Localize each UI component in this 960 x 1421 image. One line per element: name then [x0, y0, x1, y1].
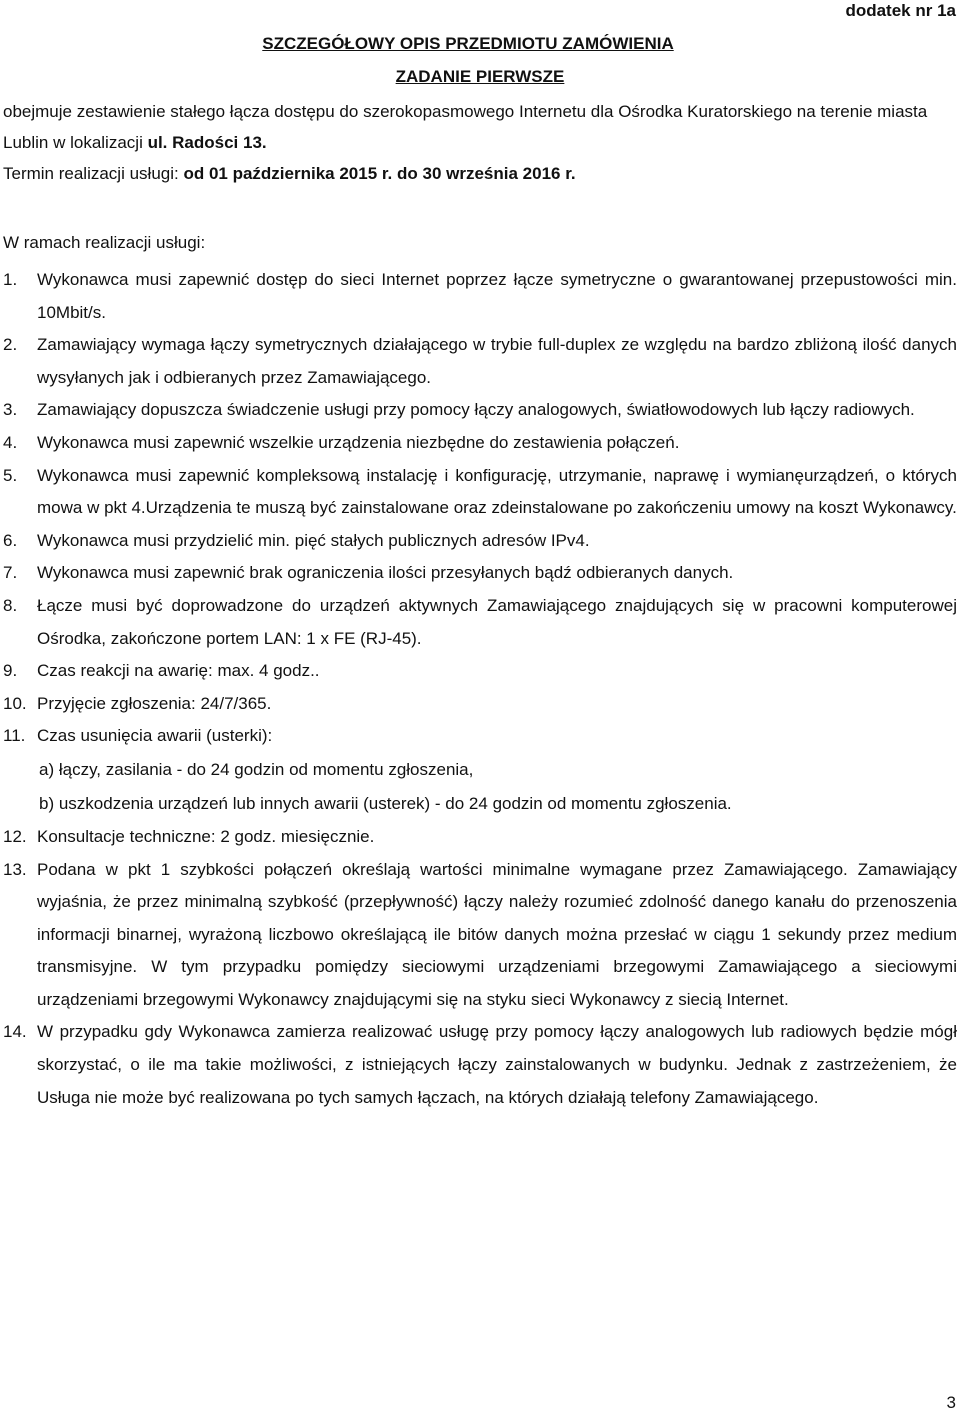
sub-list: [37, 753, 957, 821]
term-period: od 01 października 2015 r. do 30 września 2016 r.: [183, 164, 576, 183]
item-number: 4.: [3, 432, 18, 452]
item-number: 10.: [3, 693, 27, 713]
item-text: Czas usunięcia awarii (usterki):: [37, 726, 273, 746]
requirements-list: [0, 264, 957, 1114]
page-number: 3: [946, 1393, 956, 1412]
list-item: [0, 821, 957, 854]
intro-text: obejmuje zestawienie stałego łącza dostępu do szerokopasmowego Internetu dla Ośrodka Kuratorskiego na terenie miasta Lublin w lokalizacji: [3, 102, 928, 152]
list-item: [0, 720, 957, 821]
document-title: SZCZEGÓŁOWY OPIS PRZEDMIOTU ZAMÓWIENIA: [262, 34, 674, 53]
item-text: Zamawiający wymaga łączy symetrycznych działającego w trybie full-duplex ze względu na bardzo zbliżoną ilość danych wysyłanych jak i odbieranych przez Zamawiającego.: [37, 335, 957, 387]
item-number: 1.: [3, 270, 18, 289]
document-subtitle: ZADANIE PIERWSZE: [395, 67, 565, 86]
list-item: [0, 460, 957, 525]
item-number: 13.: [3, 859, 27, 879]
item-text: Wykonawca musi zapewnić brak ograniczenia ilości przesyłanych bądź odbieranych danych.: [37, 563, 734, 583]
item-number: 5.: [3, 465, 18, 485]
intro-paragraph: [3, 96, 955, 158]
annex-label: dodatek nr 1a: [845, 1, 956, 20]
list-item: [0, 1016, 957, 1114]
list-item: [0, 264, 957, 329]
list-item: [0, 557, 957, 590]
list-item: [0, 329, 957, 394]
term-line: [3, 164, 576, 184]
item-text: Wykonawca musi zapewnić kompleksową instalację i konfigurację, utrzymanie, naprawę i wymianęurządzeń, o których mowa w pkt 4.Urządzenia te muszą być zainstalowane oraz zdeinstalowane po zakończeniu umowy na koszt Wykonawcy.: [37, 465, 957, 518]
list-item: [0, 427, 957, 460]
item-number: 9.: [3, 661, 18, 681]
term-label: Termin realizacji usługi:: [3, 164, 184, 183]
item-text: Podana w pkt 1 szybkości połączeń określają wartości minimalne wymagane przez Zamawiającego. Zamawiający wyjaśnia, że przez minimalną szybkość (przepływność) łączy należy rozumieć zdolność danego kanału do przenoszenia informacji binarnej, wyrażoną liczbowo określającą ile bitów danych można przesłać w ciągu 1 sekundy przez medium transmisyjne. W tym przypadku pomiędzy sieciowymi urządzeniami brzegowymi Zamawiającego a sieciowymi urządzeniami brzegowymi Wykonawcy znajdującymi się na styku sieci Wykonawcy z siecią Internet.: [37, 859, 957, 1009]
sub-item-a: a) łączy, zasilania - do 24 godzin od momentu zgłoszenia,: [39, 759, 474, 779]
item-text: Łącze musi być doprowadzone do urządzeń aktywnych Zamawiającego znajdujących się w pracowni komputerowej Ośrodka, zakończone portem LAN: 1 x FE (RJ-45).: [37, 595, 957, 648]
item-number: 6.: [3, 530, 18, 550]
item-number: 3.: [3, 400, 18, 420]
sub-item-b: b) uszkodzenia urządzeń lub innych awarii (usterek) - do 24 godzin od momentu zgłoszenia.: [39, 793, 732, 813]
item-text: Konsultacje techniczne: 2 godz. miesięcznie.: [37, 826, 375, 846]
list-item: [0, 655, 957, 688]
item-number: 2.: [3, 335, 18, 355]
item-text: Zamawiający dopuszcza świadczenie usługi przy pomocy łączy analogowych, światłowodowych lub łączy radiowych.: [37, 400, 915, 420]
items-lead: W ramach realizacji usługi:: [3, 233, 206, 252]
item-text: Wykonawca musi przydzielić min. pięć stałych publicznych adresów IPv4.: [37, 530, 590, 550]
item-text: W przypadku gdy Wykonawca zamierza realizować usługę przy pomocy łączy analogowych lub radiowych będzie mógł skorzystać, o ile ma takie możliwości, z istniejących łączy zainstalowanych w budynku. Jednak z zastrzeżeniem, że Usługa nie może być realizowana po tych samych łączach, na których działają telefony Zamawiającego.: [37, 1022, 957, 1107]
list-item: [0, 590, 957, 655]
item-number: 14.: [3, 1022, 27, 1042]
item-text: Wykonawca musi zapewnić dostęp do sieci Internet poprzez łącze symetryczne o gwarantowanej przepustowości min. 10Mbit/s.: [37, 270, 957, 322]
item-number: 12.: [3, 826, 27, 846]
item-number: 8.: [3, 595, 18, 615]
list-item: [0, 854, 957, 1017]
item-text: Czas reakcji na awarię: max. 4 godz..: [37, 661, 320, 681]
list-item: [0, 688, 957, 721]
item-text: Przyjęcie zgłoszenia: 24/7/365.: [37, 693, 272, 713]
list-item: [0, 525, 957, 558]
item-number: 7.: [3, 563, 18, 583]
item-text: Wykonawca musi zapewnić wszelkie urządzenia niezbędne do zestawienia połączeń.: [37, 432, 680, 452]
item-number: 11.: [3, 726, 26, 746]
intro-address: ul. Radości 13.: [147, 133, 267, 152]
list-item: [0, 394, 957, 427]
